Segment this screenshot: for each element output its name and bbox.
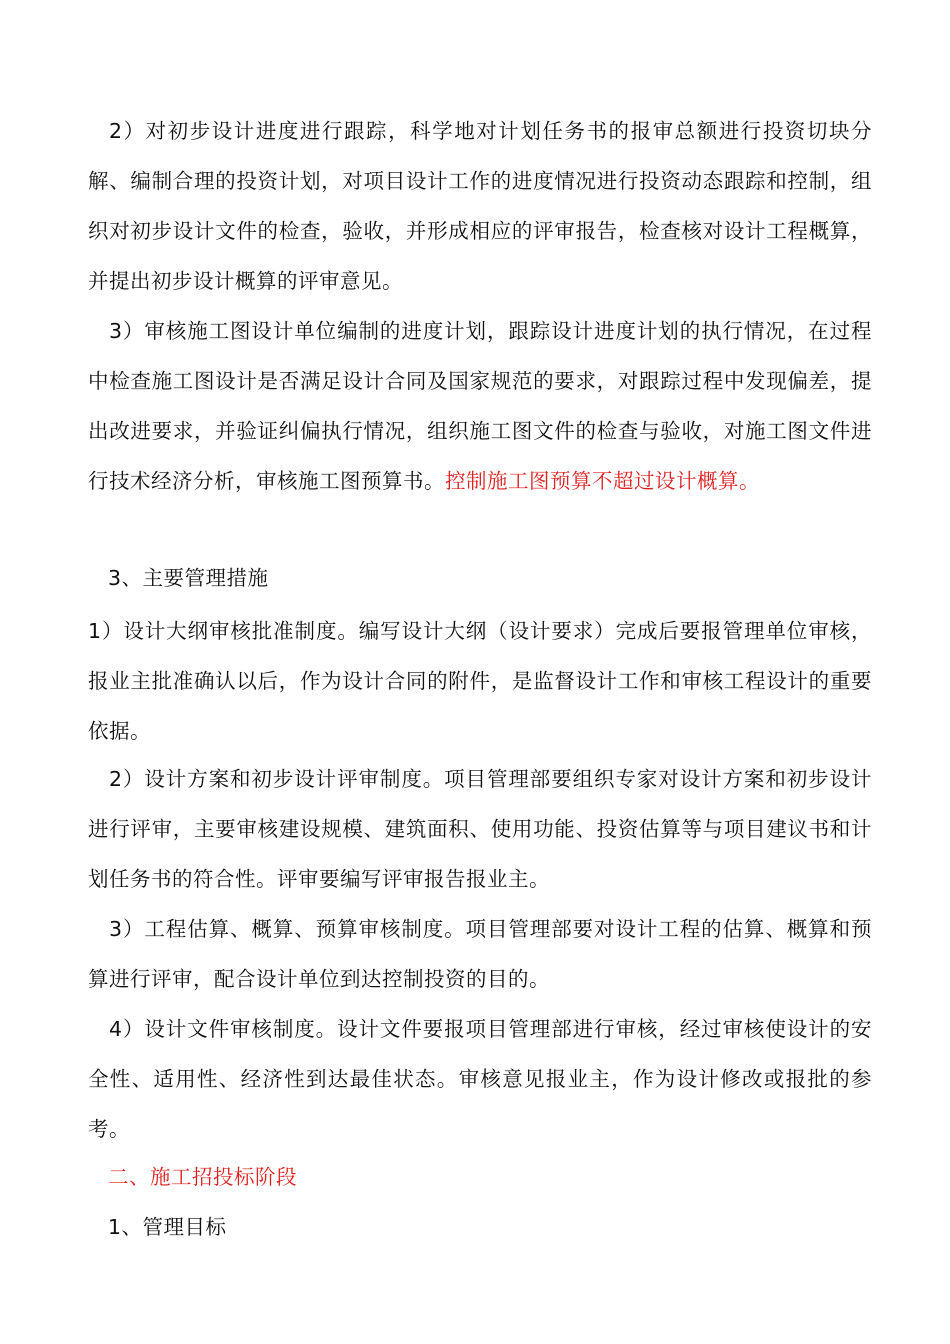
heading-main-measures: 3、主要管理措施 (108, 566, 269, 590)
paragraph-construction-drawing-review (88, 306, 872, 506)
heading-management-goal: 1、管理目标 (108, 1215, 227, 1239)
paragraph-design-progress-tracking: 2）对初步设计进度进行跟踪，科学地对计划任务书的报审总额进行投资切块分解、编制合理的投资计划，对项目设计工作的进度情况进行投资动态跟踪和控制，组织对初步设计文件的检查，验收，并形成相应的评审报告，检查核对设计工程概算，并提出初步设计概算的评审意见。 (88, 119, 872, 293)
paragraph-measure-2: 2）设计方案和初步设计评审制度。项目管理部要组织专家对设计方案和初步设计进行评审，主要审核建设规模、建筑面积、使用功能、投资估算等与项目建议书和计划任务书的符合性。评审要编写评审报告报业主。 (88, 767, 872, 891)
paragraph-measure-3: 3）工程估算、概算、预算审核制度。项目管理部要对设计工程的估算、概算和预算进行评审，配合设计单位到达控制投资的目的。 (88, 917, 872, 991)
section-heading-bidding-stage: 二、施工招投标阶段 (108, 1165, 297, 1189)
paragraph-measure-1: 1）设计大纲审核批准制度。编写设计大纲（设计要求）完成后要报管理单位审核，报业主批准确认以后，作为设计合同的附件，是监督设计工作和审核工程设计的重要依据。 (88, 619, 872, 743)
paragraph-measure-4: 4）设计文件审核制度。设计文件要报项目管理部进行审核，经过审核使设计的安全性、适用性、经济性到达最佳状态。审核意见报业主，作为设计修改或报批的参考。 (88, 1017, 872, 1141)
paragraph-text: 3）审核施工图设计单位编制的进度计划，跟踪设计进度计划的执行情况，在过程中检查施工图设计是否满足设计合同及国家规范的要求，对跟踪过程中发现偏差，提出改进要求，并验证纠偏执行情况，组织施工图文件的检查与验收，对施工图文件进行技术经济分析，审核施工图预算书。 (88, 319, 872, 493)
highlighted-text: 控制施工图预算不超过设计概算。 (445, 469, 760, 493)
